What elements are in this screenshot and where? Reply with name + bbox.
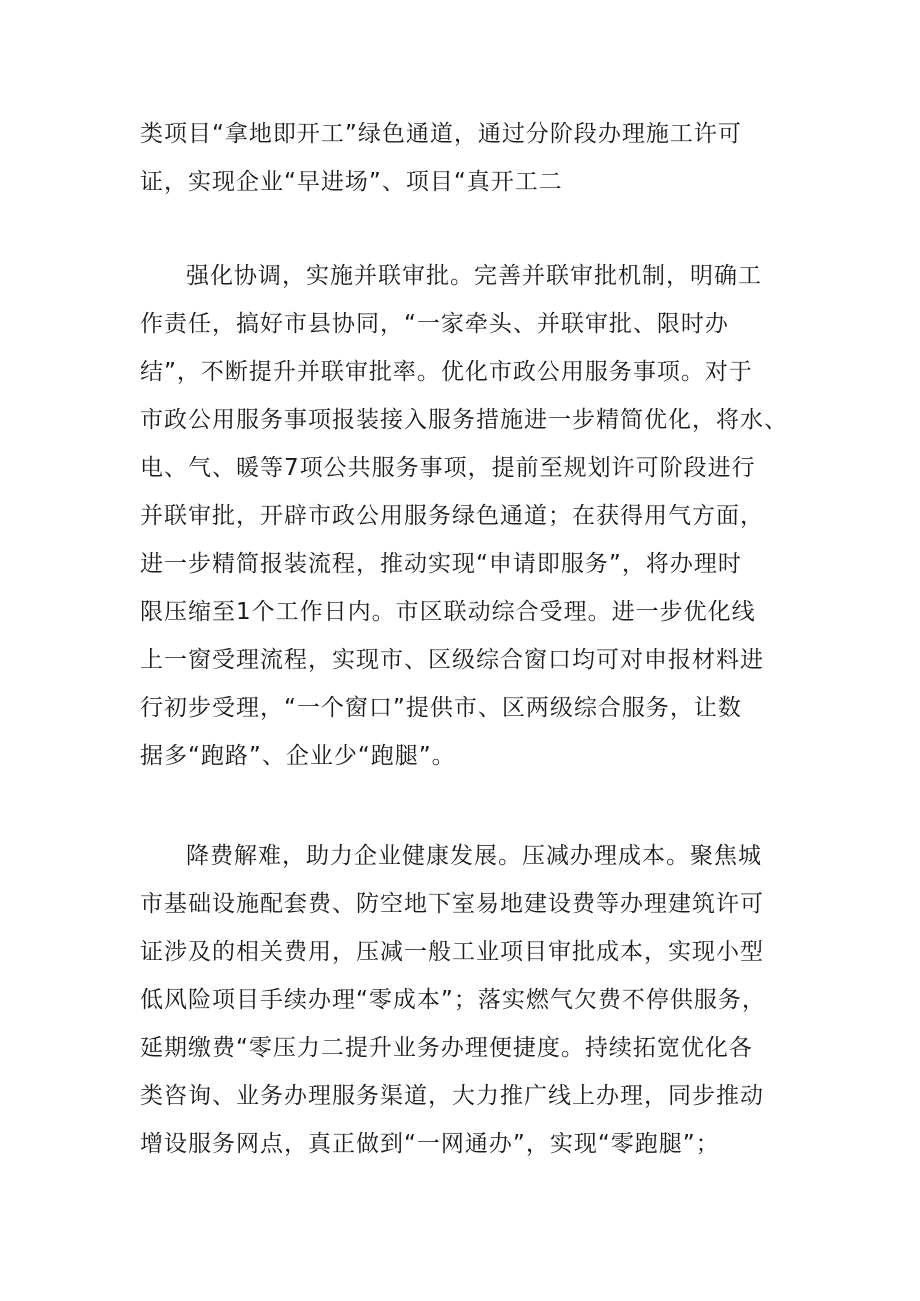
paragraph-fee-reduction (140, 832, 800, 1168)
text-line: 降费解难，助力企业健康发展。压减办理成本。聚焦城 (186, 843, 762, 869)
text-line: 市政公用服务事项报装接入服务措施进一步精简优化，将水、 (140, 407, 788, 433)
paragraph-continuation (140, 110, 800, 206)
text-line: 延期缴费“零压力二提升业务办理便捷度。持续拓宽优化各 (140, 1035, 753, 1061)
text-line: 证，实现企业“早进场”、项目“真开工二 (140, 169, 563, 195)
text-line: 作责任，搞好市县协同，“一家牵头、并联审批、限时办 (140, 311, 729, 337)
text-line: 结”，不断提升并联审批率。优化市政公用服务事项。对于 (140, 359, 753, 385)
text-line: 证涉及的相关费用，压减一般工业项目审批成本，实现小型 (140, 939, 764, 965)
text-line: 市基础设施配套费、防空地下室易地建设费等办理建筑许可 (140, 891, 764, 917)
text-line: 并联审批，开辟市政公用服务绿色通道；在获得用气方面， (140, 503, 764, 529)
text-line: 类项目“拿地即开工”绿色通道，通过分阶段办理施工许可 (140, 121, 742, 147)
text-line: 进一步精简报装流程，推动实现“申请即服务”，将办理时 (140, 551, 742, 577)
text-line: 行初步受理，“一个窗口”提供市、区两级综合服务，让数 (140, 695, 742, 721)
text-line: 上一窗受理流程，实现市、区级综合窗口均可对申报材料进 (140, 647, 764, 673)
text-line: 强化协调，实施并联审批。完善并联审批机制，明确工 (186, 263, 762, 289)
text-line: 电、气、暖等7项公共服务事项，提前至规划许可阶段进行 (140, 455, 756, 481)
text-line: 限压缩至1个工作日内。市区联动综合受理。进一步优化线 (140, 599, 756, 625)
text-line: 增设服务网点，真正做到“一网通办”，实现“零跑腿”； (140, 1131, 720, 1157)
paragraph-parallel-approval (140, 252, 800, 780)
text-line: 据多“跑路”、企业少“跑腿”。 (140, 743, 456, 769)
text-line: 低风险项目手续办理“零成本”；落实燃气欠费不停供服务， (140, 987, 766, 1013)
text-line: 类咨询、业务办理服务渠道，大力推广线上办理，同步推动 (140, 1083, 764, 1109)
